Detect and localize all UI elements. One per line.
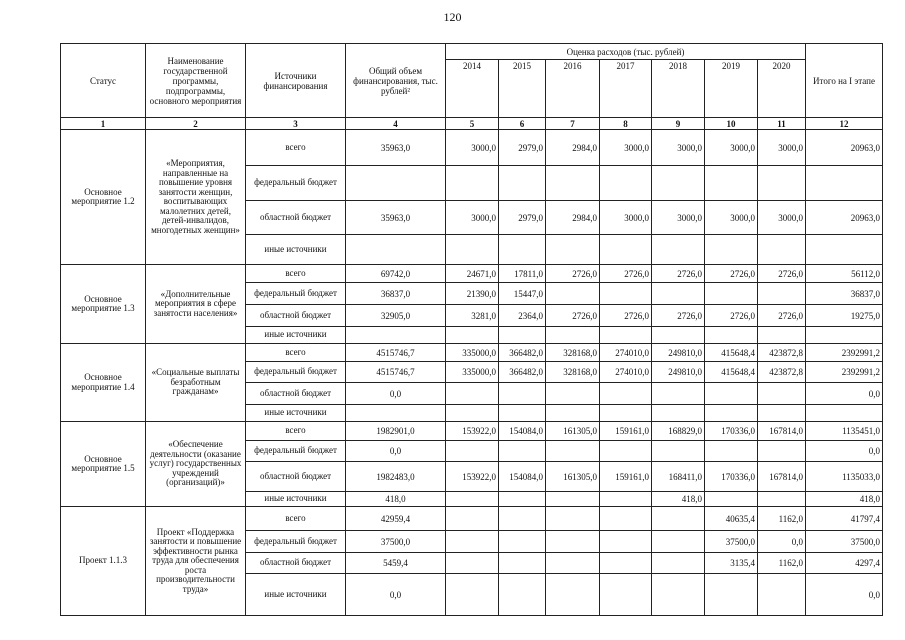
- row-total: 4515746,7: [346, 344, 446, 362]
- row-stage-total: [806, 235, 883, 265]
- row-stage-total: [806, 405, 883, 422]
- row-year-value: 2726,0: [758, 265, 806, 283]
- row-total: 32905,0: [346, 305, 446, 327]
- row-year-value: [652, 327, 705, 344]
- header-year: 2020: [758, 60, 806, 118]
- row-year-value: [546, 574, 600, 616]
- row-year-value: 423872,8: [758, 362, 806, 383]
- row-year-value: 0,0: [758, 531, 806, 553]
- row-stage-total: 0,0: [806, 574, 883, 616]
- row-year-value: [446, 405, 499, 422]
- row-stage-total: 37500,0: [806, 531, 883, 553]
- row-source: федеральный бюджет: [246, 531, 346, 553]
- row-year-value: 159161,0: [600, 462, 652, 492]
- row-year-value: [546, 283, 600, 305]
- row-total: 5459,4: [346, 553, 446, 574]
- row-total: 69742,0: [346, 265, 446, 283]
- row-year-value: [758, 235, 806, 265]
- row-year-value: 366482,0: [499, 344, 546, 362]
- row-total: [346, 235, 446, 265]
- row-source: иные источники: [246, 405, 346, 422]
- header-year: 2019: [705, 60, 758, 118]
- column-number: 2: [146, 118, 246, 130]
- row-stage-total: [806, 166, 883, 201]
- row-stage-total: 418,0: [806, 492, 883, 507]
- row-year-value: 366482,0: [499, 362, 546, 383]
- row-year-value: 17811,0: [499, 265, 546, 283]
- row-year-value: [499, 383, 546, 405]
- row-year-value: [600, 441, 652, 462]
- row-total: 0,0: [346, 574, 446, 616]
- row-year-value: [652, 283, 705, 305]
- row-program-name: «Социальные выплаты безработным гражданам»: [146, 344, 246, 422]
- row-program-name: «Дополнительные мероприятия в сфере занятости населения»: [146, 265, 246, 344]
- row-program-name: «Мероприятия, направленные на повышение уровня занятости женщин, воспитывающих малолетних детей, детей-инвалидов, многодетных женщин»: [146, 130, 246, 265]
- row-source: иные источники: [246, 574, 346, 616]
- column-numbers-row: [61, 118, 883, 130]
- row-year-value: [499, 507, 546, 531]
- column-number: 9: [652, 118, 705, 130]
- row-year-value: [652, 383, 705, 405]
- header-status: Статус: [61, 44, 146, 118]
- row-source: федеральный бюджет: [246, 362, 346, 383]
- row-stage-total: [806, 327, 883, 344]
- row-year-value: [600, 327, 652, 344]
- row-year-value: [546, 492, 600, 507]
- row-year-value: 153922,0: [446, 422, 499, 441]
- row-year-value: 159161,0: [600, 422, 652, 441]
- row-year-value: [600, 405, 652, 422]
- row-year-value: 161305,0: [546, 462, 600, 492]
- header-year: 2018: [652, 60, 705, 118]
- row-year-value: 3000,0: [446, 130, 499, 166]
- row-source: федеральный бюджет: [246, 283, 346, 305]
- row-total: 0,0: [346, 441, 446, 462]
- row-year-value: 154084,0: [499, 422, 546, 441]
- row-year-value: 168411,0: [652, 462, 705, 492]
- row-year-value: [499, 574, 546, 616]
- row-year-value: [546, 531, 600, 553]
- row-year-value: [705, 383, 758, 405]
- row-year-value: [705, 327, 758, 344]
- row-year-value: [600, 235, 652, 265]
- row-year-value: [546, 383, 600, 405]
- row-total: 42959,4: [346, 507, 446, 531]
- row-year-value: 3000,0: [758, 130, 806, 166]
- row-stage-total: 41797,4: [806, 507, 883, 531]
- row-status: Основное мероприятие 1.5: [61, 422, 146, 507]
- row-year-value: [652, 574, 705, 616]
- row-year-value: 2726,0: [758, 305, 806, 327]
- row-year-value: 328168,0: [546, 344, 600, 362]
- row-year-value: [758, 405, 806, 422]
- row-program-name: Проект «Поддержка занятости и повышение эффективности рынка труда для обеспечения роста производительности труда»: [146, 507, 246, 616]
- row-year-value: [499, 327, 546, 344]
- row-source: федеральный бюджет: [246, 441, 346, 462]
- row-year-value: 335000,0: [446, 344, 499, 362]
- row-year-value: [652, 166, 705, 201]
- header-total: Общий объем финансирования, тыс. рублей²: [346, 44, 446, 118]
- row-year-value: [652, 507, 705, 531]
- column-number: 3: [246, 118, 346, 130]
- row-year-value: 1162,0: [758, 553, 806, 574]
- row-year-value: [499, 441, 546, 462]
- row-year-value: [652, 531, 705, 553]
- row-stage-total: 4297,4: [806, 553, 883, 574]
- row-year-value: [652, 405, 705, 422]
- row-stage-total: 19275,0: [806, 305, 883, 327]
- row-stage-total: 20963,0: [806, 130, 883, 166]
- row-source: иные источники: [246, 492, 346, 507]
- row-year-value: 3000,0: [652, 130, 705, 166]
- row-year-value: 2364,0: [499, 305, 546, 327]
- row-year-value: 3000,0: [600, 201, 652, 235]
- header-year: 2016: [546, 60, 600, 118]
- row-year-value: [546, 553, 600, 574]
- row-year-value: [546, 441, 600, 462]
- row-year-value: [705, 441, 758, 462]
- row-year-value: 167814,0: [758, 422, 806, 441]
- row-year-value: [600, 283, 652, 305]
- row-year-value: [600, 492, 652, 507]
- row-year-value: 3135,4: [705, 553, 758, 574]
- row-year-value: [705, 166, 758, 201]
- row-year-value: 2726,0: [705, 265, 758, 283]
- row-year-value: [446, 166, 499, 201]
- row-year-value: 415648,4: [705, 344, 758, 362]
- header-stage-total: Итого на I этапе: [806, 44, 883, 118]
- row-source: федеральный бюджет: [246, 166, 346, 201]
- row-year-value: [446, 492, 499, 507]
- row-year-value: 328168,0: [546, 362, 600, 383]
- header-year: 2014: [446, 60, 499, 118]
- row-source: областной бюджет: [246, 201, 346, 235]
- row-year-value: [446, 441, 499, 462]
- column-number: 1: [61, 118, 146, 130]
- row-year-value: [705, 235, 758, 265]
- header-name: Наименование государственной программы, подпрограммы, основного мероприятия: [146, 44, 246, 118]
- row-source: областной бюджет: [246, 553, 346, 574]
- row-year-value: 418,0: [652, 492, 705, 507]
- header-year: 2017: [600, 60, 652, 118]
- row-year-value: 423872,8: [758, 344, 806, 362]
- row-total: 36837,0: [346, 283, 446, 305]
- row-total: 418,0: [346, 492, 446, 507]
- row-status: Основное мероприятие 1.4: [61, 344, 146, 422]
- row-year-value: [446, 507, 499, 531]
- row-year-value: [600, 553, 652, 574]
- row-stage-total: 0,0: [806, 441, 883, 462]
- row-year-value: 2726,0: [652, 265, 705, 283]
- row-total: [346, 166, 446, 201]
- row-status: Основное мероприятие 1.3: [61, 265, 146, 344]
- table-row: [61, 130, 883, 166]
- column-number: 6: [499, 118, 546, 130]
- row-status: Проект 1.1.3: [61, 507, 146, 616]
- row-year-value: 2984,0: [546, 201, 600, 235]
- row-source: всего: [246, 265, 346, 283]
- row-year-value: 2979,0: [499, 201, 546, 235]
- row-year-value: 153922,0: [446, 462, 499, 492]
- row-year-value: 161305,0: [546, 422, 600, 441]
- row-year-value: [758, 166, 806, 201]
- row-year-value: 2979,0: [499, 130, 546, 166]
- row-year-value: [546, 327, 600, 344]
- row-year-value: 21390,0: [446, 283, 499, 305]
- row-source: областной бюджет: [246, 462, 346, 492]
- column-number: 5: [446, 118, 499, 130]
- header-year: 2015: [499, 60, 546, 118]
- row-year-value: [758, 441, 806, 462]
- row-year-value: 415648,4: [705, 362, 758, 383]
- row-year-value: 3000,0: [758, 201, 806, 235]
- row-year-value: [546, 507, 600, 531]
- row-year-value: 3000,0: [600, 130, 652, 166]
- row-stage-total: 2392991,2: [806, 362, 883, 383]
- row-source: всего: [246, 344, 346, 362]
- row-total: [346, 327, 446, 344]
- row-year-value: 274010,0: [600, 344, 652, 362]
- row-year-value: [499, 166, 546, 201]
- row-stage-total: 1135451,0: [806, 422, 883, 441]
- row-stage-total: 0,0: [806, 383, 883, 405]
- row-total: 1982483,0: [346, 462, 446, 492]
- row-year-value: 24671,0: [446, 265, 499, 283]
- row-year-value: 249810,0: [652, 362, 705, 383]
- row-year-value: 249810,0: [652, 344, 705, 362]
- row-status: Основное мероприятие 1.2: [61, 130, 146, 265]
- row-total: 35963,0: [346, 201, 446, 235]
- row-year-value: [652, 235, 705, 265]
- row-year-value: [758, 383, 806, 405]
- budget-table: [60, 43, 883, 616]
- row-source: всего: [246, 422, 346, 441]
- row-year-value: [600, 507, 652, 531]
- table-row: [61, 422, 883, 441]
- row-total: 4515746,7: [346, 362, 446, 383]
- table-body: [61, 130, 883, 616]
- row-year-value: [758, 574, 806, 616]
- row-year-value: 15447,0: [499, 283, 546, 305]
- row-source: областной бюджет: [246, 305, 346, 327]
- row-year-value: [499, 492, 546, 507]
- row-source: иные источники: [246, 235, 346, 265]
- row-year-value: [600, 383, 652, 405]
- row-year-value: [499, 235, 546, 265]
- row-stage-total: 20963,0: [806, 201, 883, 235]
- column-number: 4: [346, 118, 446, 130]
- row-year-value: 37500,0: [705, 531, 758, 553]
- row-year-value: [446, 553, 499, 574]
- row-program-name: «Обеспечение деятельности (оказание услуг) государственных учреждений (организаций)»: [146, 422, 246, 507]
- row-year-value: 168829,0: [652, 422, 705, 441]
- row-year-value: [652, 553, 705, 574]
- column-number: 11: [758, 118, 806, 130]
- row-year-value: 154084,0: [499, 462, 546, 492]
- row-year-value: 2726,0: [546, 265, 600, 283]
- table-row: [61, 265, 883, 283]
- row-year-value: 170336,0: [705, 422, 758, 441]
- row-year-value: 335000,0: [446, 362, 499, 383]
- row-year-value: 3281,0: [446, 305, 499, 327]
- column-number: 7: [546, 118, 600, 130]
- row-total: 1982901,0: [346, 422, 446, 441]
- row-year-value: 3000,0: [652, 201, 705, 235]
- row-year-value: 3000,0: [446, 201, 499, 235]
- row-year-value: 1162,0: [758, 507, 806, 531]
- row-stage-total: 2392991,2: [806, 344, 883, 362]
- row-year-value: [705, 574, 758, 616]
- row-year-value: 2726,0: [600, 305, 652, 327]
- row-total: 37500,0: [346, 531, 446, 553]
- row-year-value: [758, 283, 806, 305]
- column-number: 10: [705, 118, 758, 130]
- row-year-value: [446, 383, 499, 405]
- row-stage-total: 36837,0: [806, 283, 883, 305]
- row-year-value: 2726,0: [600, 265, 652, 283]
- row-year-value: 170336,0: [705, 462, 758, 492]
- row-year-value: [758, 327, 806, 344]
- row-year-value: 274010,0: [600, 362, 652, 383]
- table-row: [61, 344, 883, 362]
- row-total: 35963,0: [346, 130, 446, 166]
- row-year-value: [546, 405, 600, 422]
- row-year-value: [600, 166, 652, 201]
- row-year-value: 3000,0: [705, 201, 758, 235]
- row-total: 0,0: [346, 383, 446, 405]
- row-year-value: 2726,0: [652, 305, 705, 327]
- row-year-value: 2984,0: [546, 130, 600, 166]
- row-year-value: [705, 405, 758, 422]
- row-source: всего: [246, 507, 346, 531]
- row-year-value: 167814,0: [758, 462, 806, 492]
- column-number: 12: [806, 118, 883, 130]
- row-year-value: [446, 235, 499, 265]
- row-year-value: 3000,0: [705, 130, 758, 166]
- row-year-value: [546, 235, 600, 265]
- row-year-value: [705, 492, 758, 507]
- page-number: 120: [443, 10, 462, 24]
- table-row: [61, 507, 883, 531]
- row-year-value: [499, 531, 546, 553]
- row-year-value: [652, 441, 705, 462]
- row-year-value: 40635,4: [705, 507, 758, 531]
- row-source: областной бюджет: [246, 383, 346, 405]
- row-year-value: [705, 283, 758, 305]
- row-stage-total: 1135033,0: [806, 462, 883, 492]
- row-year-value: [446, 327, 499, 344]
- column-number: 8: [600, 118, 652, 130]
- header-estimate: Оценка расходов (тыс. рублей): [446, 44, 806, 60]
- row-source: иные источники: [246, 327, 346, 344]
- header-source: Источники финансирования: [246, 44, 346, 118]
- row-year-value: [499, 405, 546, 422]
- row-year-value: [446, 531, 499, 553]
- row-year-value: [758, 492, 806, 507]
- row-stage-total: 56112,0: [806, 265, 883, 283]
- row-year-value: [546, 166, 600, 201]
- row-year-value: 2726,0: [705, 305, 758, 327]
- row-year-value: [499, 553, 546, 574]
- row-year-value: [600, 574, 652, 616]
- row-total: [346, 405, 446, 422]
- row-year-value: 2726,0: [546, 305, 600, 327]
- row-year-value: [446, 574, 499, 616]
- row-source: всего: [246, 130, 346, 166]
- row-year-value: [600, 531, 652, 553]
